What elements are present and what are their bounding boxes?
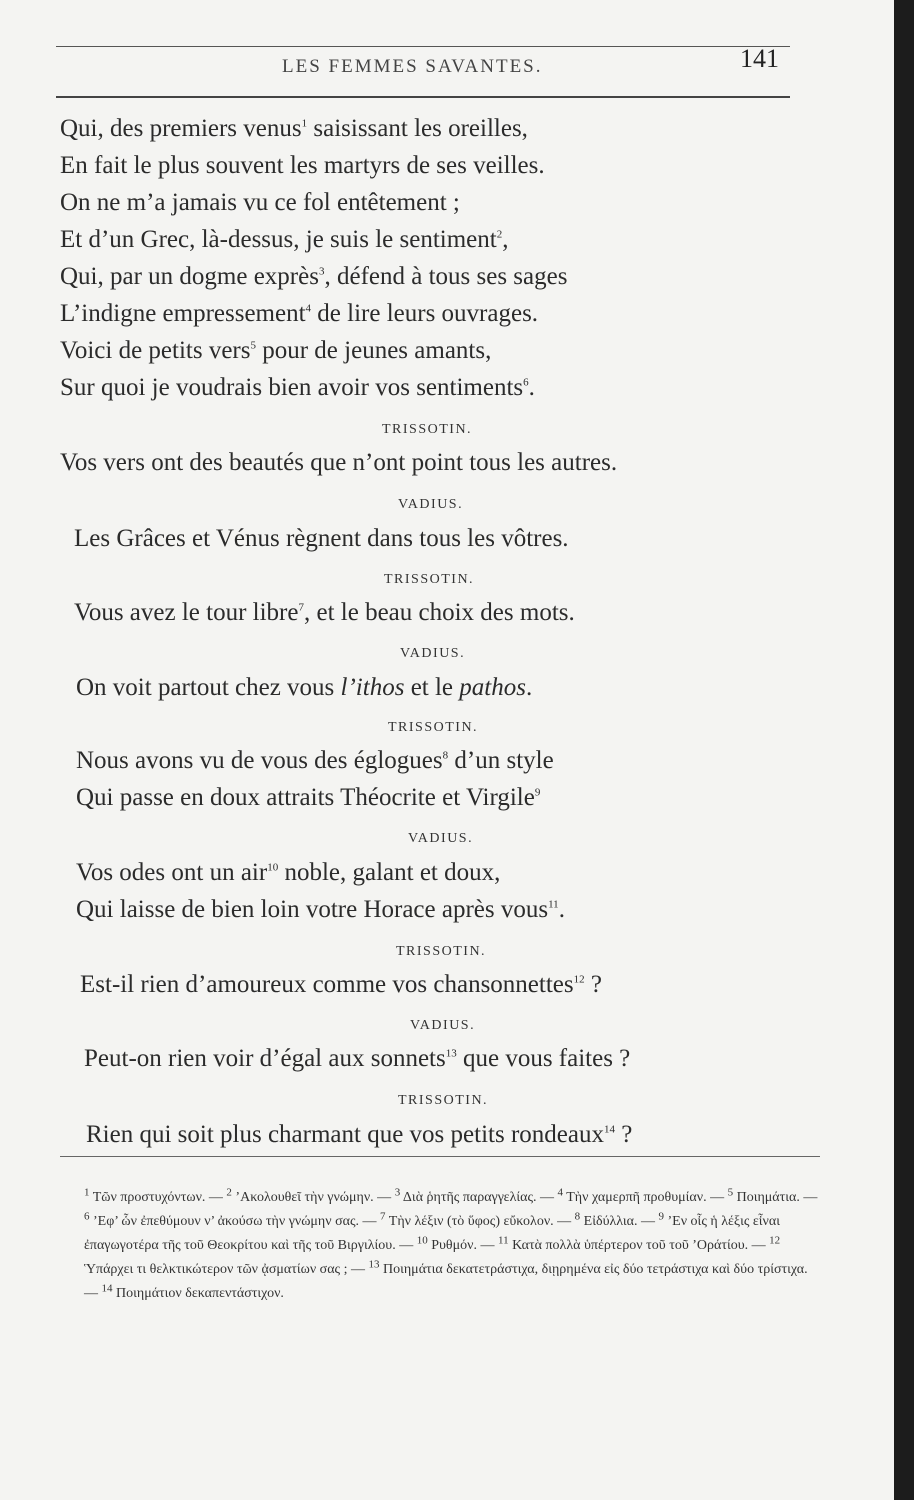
speaker-name: TRISSOTIN. bbox=[398, 1093, 489, 1108]
speaker-name: VADIUS. bbox=[398, 497, 464, 512]
footnote: $^4$ Τὴν χαμερπῆ προθυμίαν. — bbox=[557, 1186, 728, 1205]
dialogue-line: Peut-on rien voir d’égal aux sonnets$^{13}$ que vous faites ? bbox=[84, 1045, 631, 1072]
dialogue-line: Qui laisse de bien loin votre Horace après vous$^{11}$. bbox=[76, 896, 565, 923]
dialogue-line: Nous avons vu de vous des églogues$^8$ d’un style bbox=[76, 747, 554, 774]
footnote: $^{11}$ Κατὰ πολλὰ ὑπέρτερον τοῦ τοῦ ’Οράτίου. — bbox=[497, 1234, 770, 1253]
footnote-rule bbox=[60, 1156, 820, 1157]
footnote: $^8$ Εἰδύλλια. — bbox=[574, 1210, 659, 1229]
dialogue-line: Qui passe en doux attraits Théocrite et Virgile$^9$ bbox=[76, 784, 541, 811]
verse-line: Qui, des premiers venus$^1$ saisissant les oreilles, bbox=[60, 115, 528, 142]
dialogue-line: Vos odes ont un air$^{10}$ noble, galant et doux, bbox=[76, 859, 501, 886]
dialogue-line: Rien qui soit plus charmant que vos petits rondeaux$^{14}$ ? bbox=[86, 1121, 633, 1148]
speaker-name: VADIUS. bbox=[408, 831, 474, 846]
footnote: $^5$ Ποιημάτια. — bbox=[727, 1186, 818, 1205]
footnote: $^{13}$ Ποιημάτια δεκατετράστιχα, διῃρημένα εἰς δύο τετράστιχα καὶ δύο τρίστιχα. — bbox=[84, 1258, 808, 1301]
speaker-name: TRISSOTIN. bbox=[388, 720, 479, 735]
footnotes bbox=[84, 1186, 824, 1306]
verse-line: Et d’un Grec, là-dessus, je suis le sentiment$^2$, bbox=[60, 226, 509, 253]
verse-line: Sur quoi je voudrais bien avoir vos sentiments$^6$. bbox=[60, 374, 535, 401]
dialogue-line: On voit partout chez vous l’ithos et le pathos. bbox=[76, 674, 533, 701]
footnote: $^9$ ’Εν οἷς ἡ λέξις εἶναι ἐπαγωγοτέρα τῆς τοῦ Θεοκρίτου καὶ τῆς τοῦ Βιργιλίου. — bbox=[84, 1210, 780, 1253]
footnote: $^{10}$ Ρυθμόν. — bbox=[416, 1234, 498, 1253]
top-rule bbox=[56, 46, 790, 47]
footnote: $^{14}$ Ποιημάτιον δεκαπεντάστιχον. bbox=[101, 1282, 284, 1301]
footnote: $^2$ ’Ακολουθεῖ τὴν γνώμην. — bbox=[226, 1186, 395, 1205]
verse-line: Voici de petits vers$^5$ pour de jeunes amants, bbox=[60, 337, 492, 364]
speaker-name: TRISSOTIN. bbox=[382, 422, 473, 437]
footnote: $^6$ ’Εφ’ ὧν ἐπεθύμουν ν’ ἀκούσω τὴν γνώμην σας. — bbox=[84, 1210, 381, 1229]
speaker-name: TRISSOTIN. bbox=[396, 944, 487, 959]
verse-line: En fait le plus souvent les martyrs de ses veilles. bbox=[60, 152, 545, 179]
dialogue-line: Vos vers ont des beautés que n’ont point tous les autres. bbox=[60, 449, 618, 476]
speaker-name: VADIUS. bbox=[410, 1018, 476, 1033]
speaker-name: TRISSOTIN. bbox=[384, 572, 475, 587]
verse-line: Qui, par un dogme exprès$^3$, défend à tous ses sages bbox=[60, 263, 568, 290]
footnote: $^3$ Διὰ ῥητῆς παραγγελίας. — bbox=[394, 1186, 558, 1205]
speaker-name: VADIUS. bbox=[400, 646, 466, 661]
verse-line: On ne m’a jamais vu ce fol entêtement ; bbox=[60, 189, 460, 216]
footnote: $^1$ Τῶν προστυχόντων. — bbox=[84, 1186, 227, 1205]
running-title: LES FEMMES SAVANTES. bbox=[282, 56, 543, 77]
header-rule bbox=[56, 96, 790, 98]
page-number: 141 bbox=[740, 44, 779, 73]
dialogue-line: Vous avez le tour libre$^7$, et le beau choix des mots. bbox=[74, 599, 575, 626]
verse-line: L’indigne empressement$^4$ de lire leurs ouvrages. bbox=[60, 300, 539, 327]
dialogue-line: Est-il rien d’amoureux comme vos chansonnettes$^{12}$ ? bbox=[80, 971, 602, 998]
footnote: $^7$ Τὴν λέξιν (τὸ ὕφος) εὔκολον. — bbox=[380, 1210, 575, 1229]
dialogue-line: Les Grâces et Vénus règnent dans tous les vôtres. bbox=[74, 525, 569, 552]
footnote: $^{12}$ Ὑπάρχει τι θελκτικώτερον τῶν ᾀσματίων σας ; — bbox=[84, 1234, 781, 1277]
